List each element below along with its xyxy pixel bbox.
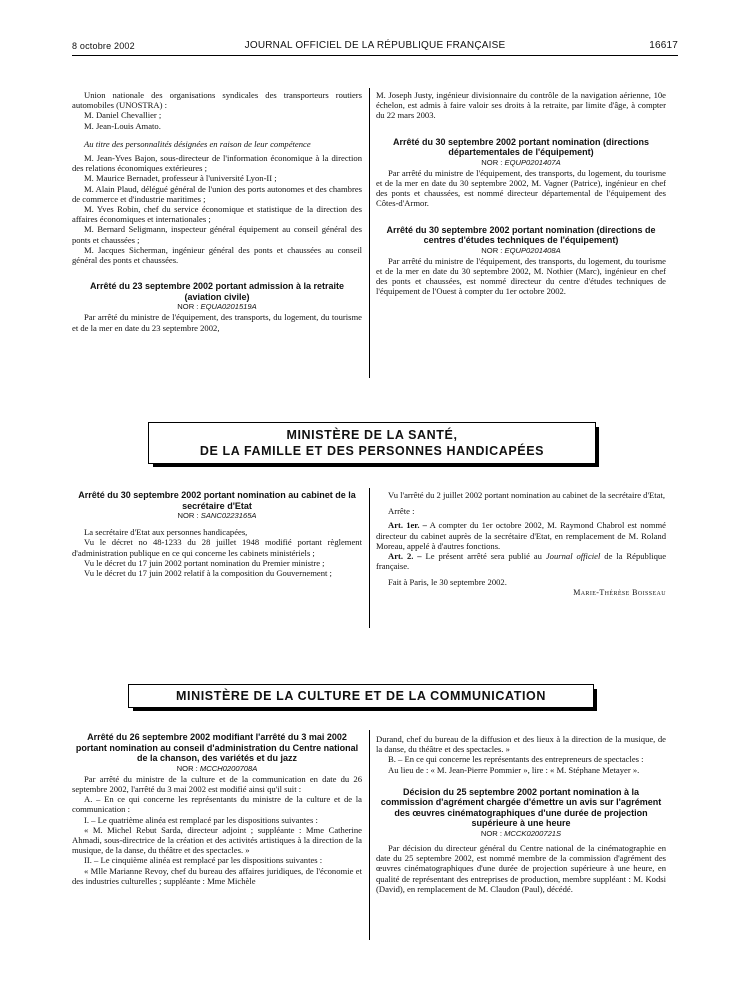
paragraph: M. Alain Plaud, délégué général de l'union des ports autonomes et des chambres de commerce et d'industrie maritimes ; — [72, 183, 362, 204]
paragraph: I. – Le quatrième alinéa est remplacé par les dispositions suivantes : — [84, 814, 318, 825]
paragraph: M. Bernard Seligmann, inspecteur général équipement au conseil général des ponts et chaussées ; — [72, 224, 362, 245]
ministry-sante-box — [148, 422, 596, 464]
header-date: 8 octobre 2002 — [72, 41, 135, 51]
paragraph: La secrétaire d'Etat aux personnes handicapées, — [84, 527, 248, 538]
arrete-title: Arrêté du 30 septembre 2002 portant nomination (directions de centres d'études techniques de l'équipement) — [386, 224, 656, 246]
section2-left-column — [72, 490, 362, 578]
section1-right-column — [376, 90, 666, 297]
paragraph: M. Yves Robin, chef du service économique et statistique de la direction des affaires économiques et internationales ; — [72, 204, 362, 225]
nor-reference: NOR : EQUA0201519A — [177, 302, 257, 312]
arrete-title: Arrêté du 26 septembre 2002 modifiant l'arrêté du 3 mai 2002 portant nomination au conseil d'administration du Centre national de la chanson, des variétés et du jazz — [75, 732, 359, 763]
ministry-culture-line1: MINISTÈRE DE LA CULTURE ET DE LA COMMUNICATION — [176, 689, 546, 703]
paragraph: Vu le décret du 17 juin 2002 relatif à la composition du Gouvernement ; — [84, 568, 332, 579]
column-divider — [369, 488, 370, 628]
article-1: Art. 1er. – A compter du 1er octobre 2002, M. Raymond Chabrol est nommé directeur du cabinet auprès de la secrétaire d'Etat, en remplacement de M. Roland Moreau, appelé à d'autres fonctions. — [376, 520, 666, 551]
paragraph: Vu le décret no 48-1233 du 28 juillet 1948 modifié portant règlement d'administration publique en ce qui concerne les cabinets ministériels ; — [72, 537, 362, 558]
box-shadow — [596, 427, 599, 467]
arrete-title: Arrêté du 23 septembre 2002 portant admission à la retraite (aviation civile) — [89, 281, 345, 302]
ministry-culture-box — [128, 684, 594, 708]
arrete-title: Arrêté du 30 septembre 2002 portant nomination au cabinet de la secrétaire d'Etat — [78, 490, 356, 511]
arrete-title: Arrêté du 30 septembre 2002 portant nomination (directions départementales de l'équipement) — [392, 136, 650, 158]
paragraph: Par décision du directeur général du Centre national de la cinématographie en date du 25 septembre 2002, est nommé membre de la commission d'agrément des œuvres cinématographiques d'une durée de projection supérieure à une heure, en qualité de représentant des entreprises de production, membre suppléant : M. Kodsi (David), en remplacement de M. Claudon (Paul), décédé. — [376, 843, 666, 894]
section3-left-column — [72, 732, 362, 886]
paragraph: M. Maurice Bernadet, professeur à l'université Lyon-II ; — [84, 173, 277, 184]
column-divider — [369, 88, 370, 378]
journal-title: JOURNAL OFFICIEL DE LA RÉPUBLIQUE FRANÇAISE — [244, 40, 506, 51]
page-number: 16617 — [649, 40, 678, 51]
nor-reference: NOR : MCCK0200721S — [480, 828, 562, 838]
paragraph: M. Jean-Louis Amato. — [84, 120, 161, 131]
signature: Marie-Thérèse Boisseau — [573, 587, 666, 597]
paragraph: A. – En ce qui concerne les représentants du ministre de la culture et de la communication : — [72, 794, 362, 815]
paragraph: Par arrêté du ministre de la culture et de la communication en date du 26 septembre 2002, l'arrêté du 3 mai 2002 est modifié ainsi qu'il suit : — [72, 773, 362, 794]
paragraph: Fait à Paris, le 30 septembre 2002. — [388, 577, 507, 588]
article-2: Art. 2. – Le présent arrêté sera publié au Journal officiel de la République française. — [376, 551, 667, 572]
paragraph: M. Joseph Justy, ingénieur divisionnaire du contrôle de la navigation aérienne, 10e échelon, est admis à faire valoir ses droits à la retraite, par limite d'âge, à compter du 22 mars 2003. — [376, 90, 666, 121]
nor-reference: NOR : SANC0223165A — [177, 511, 257, 520]
paragraph: Arrête : — [388, 506, 415, 517]
paragraph: « Mlle Marianne Revoy, chef du bureau des affaires juridiques, de l'économie et des industries culturelles ; suppléante : Mme Michèle — [72, 865, 362, 886]
paragraph: Vu le décret du 17 juin 2002 portant nomination du Premier ministre ; — [84, 557, 325, 568]
nor-reference: NOR : MCCH0200708A — [176, 763, 258, 773]
box-shadow — [133, 708, 597, 711]
paragraph: M. Jean-Yves Bajon, sous-directeur de l'information économique à la direction des relations économiques extérieures ; — [72, 153, 362, 174]
nor-reference: NOR : EQUP0201407A — [481, 157, 561, 167]
paragraph: B. – En ce qui concerne les représentants des entrepreneurs de spectacles : — [388, 754, 644, 765]
box-shadow — [153, 464, 599, 467]
column-divider — [369, 730, 370, 940]
paragraph: M. Jacques Sicherman, ingénieur général des ponts et chaussées au conseil général des ponts et chaussées. — [72, 244, 362, 266]
paragraph: Vu l'arrêté du 2 juillet 2002 portant nomination au cabinet de la secrétaire d'Etat, — [388, 490, 666, 500]
page-header — [72, 39, 678, 55]
section1-left-column — [72, 90, 362, 333]
paragraph: Union nationale des organisations syndicales des transporteurs routiers automobiles (UNOSTRA) : — [72, 90, 362, 111]
paragraph: Durand, chef du bureau de la diffusion et des lieux à la direction de la musique, de la danse, du théâtre et des spectacles. » — [376, 734, 666, 755]
paragraph: Par arrêté du ministre de l'équipement, des transports, du logement, du tourisme et de la mer en date du 23 septembre 2002, — [72, 312, 362, 333]
paragraph: II. – Le cinquième alinéa est remplacé par les dispositions suivantes : — [84, 855, 323, 866]
header-rule — [72, 55, 678, 56]
paragraph: « M. Michel Rebut Sarda, directeur adjoint ; suppléante : Mme Catherine Ahmadi, sous-directrice de la création et des activités artistiques à la direction de la musique, de la danse, du théâtre et des spectacles. » — [72, 824, 362, 856]
paragraph: M. Daniel Chevallier ; — [84, 110, 162, 121]
italic-heading: Au titre des personnalités désignées en raison de leur compétence — [84, 138, 311, 149]
ministry-sante-line1: MINISTÈRE DE LA SANTÉ, — [286, 428, 458, 442]
paragraph: Par arrêté du ministre de l'équipement, des transports, du logement, du tourisme et de la mer en date du 30 septembre 2002, M. Nothier (Marc), ingénieur en chef des ponts et chaussées, est nommé directeur du centre d'études techniques de l'équipement de l'Ouest à compter du 1er octobre 2002. — [376, 255, 666, 297]
paragraph: Par arrêté du ministre de l'équipement, des transports, du logement, du tourisme et de la mer en date du 30 septembre 2002, M. Vagner (Patrice), ingénieur en chef des ponts et chaussées, est nommé directeur départemental de l'équipement des Côtes-d'Armor. — [376, 167, 666, 209]
decision-title: Décision du 25 septembre 2002 portant nomination à la commission d'agrément chargée d'émettre un avis sur l'agrément des œuvres cinématographiques d'une durée de projection supérieure à une heure — [380, 786, 662, 829]
section3-right-column — [376, 734, 666, 894]
section2-right-column — [376, 490, 666, 598]
ministry-sante-line2: DE LA FAMILLE ET DES PERSONNES HANDICAPÉES — [199, 444, 545, 458]
paragraph: Au lieu de : « M. Jean-Pierre Pommier », lire : « M. Stéphane Metayer ». — [388, 764, 640, 775]
nor-reference: NOR : EQUP0201408A — [481, 245, 561, 255]
